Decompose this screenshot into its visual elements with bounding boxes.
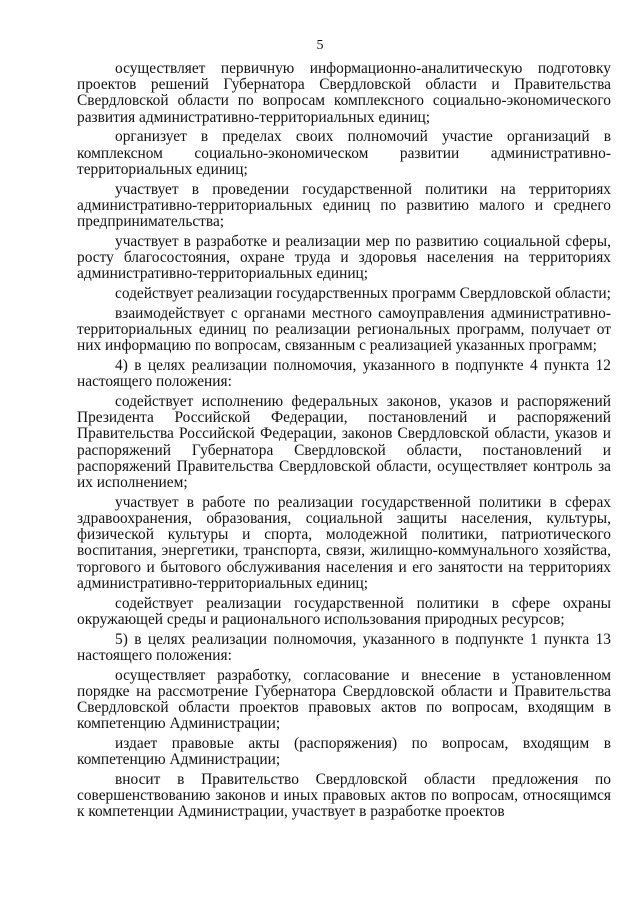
paragraph: содействует реализации государственной политики в сфере охраны окружающей среды и рационального использования природных ресурсов; (77, 594, 611, 628)
paragraph: содействует исполнению федеральных законов, указов и распоряжений Президента Российской Федерации, постановлений и распоряжений Правительства Российской Федерации, законов Свердловской области, указов и распоряжений Губернатора Свердловской области, постановлений и распоряжений Правительства Свердловской области, осуществляет контроль за их исполнением; (77, 393, 611, 492)
paragraph: организует в пределах своих полномочий участие организаций в комплексном социально-экономическом развитии административно-территориальных единиц; (77, 128, 611, 178)
document-body (77, 61, 611, 824)
paragraph: издает правовые акты (распоряжения) по вопросам, входящим в компетенцию Администрации; (77, 735, 611, 769)
paragraph: содействует реализации государственных программ Свердловской области; (115, 285, 611, 303)
paragraph: участвует в работе по реализации государственной политики в сферах здравоохранения, образования, социальной защиты населения, культуры, физической культуры и спорта, молодежной политики, патриотического воспитания, энергетики, транспорта, связи, жилищно-коммунального хозяйства, торгового и бытового обслуживания населения и его занятости на территориях административно-территориальных единиц; (77, 493, 611, 592)
paragraph: осуществляет первичную информационно-аналитическую подготовку проектов решений Губернатора Свердловской области и Правительства Свердловской области по вопросам комплексного социально-экономического развития административно-территориальных единиц; (77, 60, 611, 126)
subpoint-paragraph: 4) в целях реализации полномочия, указанного в подпункте 4 пункта 12 настоящего положения: (77, 357, 611, 391)
paragraph: взаимодействует с органами местного самоуправления административно-территориальных единиц по реализации региональных программ, получает от них информацию по вопросам, связанным с реализацией указанных программ; (77, 304, 611, 355)
paragraph: участвует в разработке и реализации мер по развитию социальной сферы, росту благосостояния, охране труда и здоровья населения на территориях административно-территориальных единиц; (77, 232, 611, 283)
subpoint-paragraph: 5) в целях реализации полномочия, указанного в подпункте 1 пункта 13 настоящего положения: (77, 630, 611, 664)
page-number: 5 (316, 38, 324, 53)
paragraph: вносит в Правительство Свердловской области предложения по совершенствованию законов и иных правовых актов по вопросам, относящимся к компетенции Администрации, участвует в разработке проектов (77, 771, 611, 821)
paragraph: участвует в проведении государственной политики на территориях административно-территориальных единиц по развитию малого и среднего предпринимательства; (77, 180, 611, 231)
paragraph: осуществляет разработку, согласование и внесение в установленном порядке на рассмотрение Губернатора Свердловской области и Правительства Свердловской области проектов правовых актов по вопросам, входящим в компетенцию Администрации; (77, 666, 611, 733)
